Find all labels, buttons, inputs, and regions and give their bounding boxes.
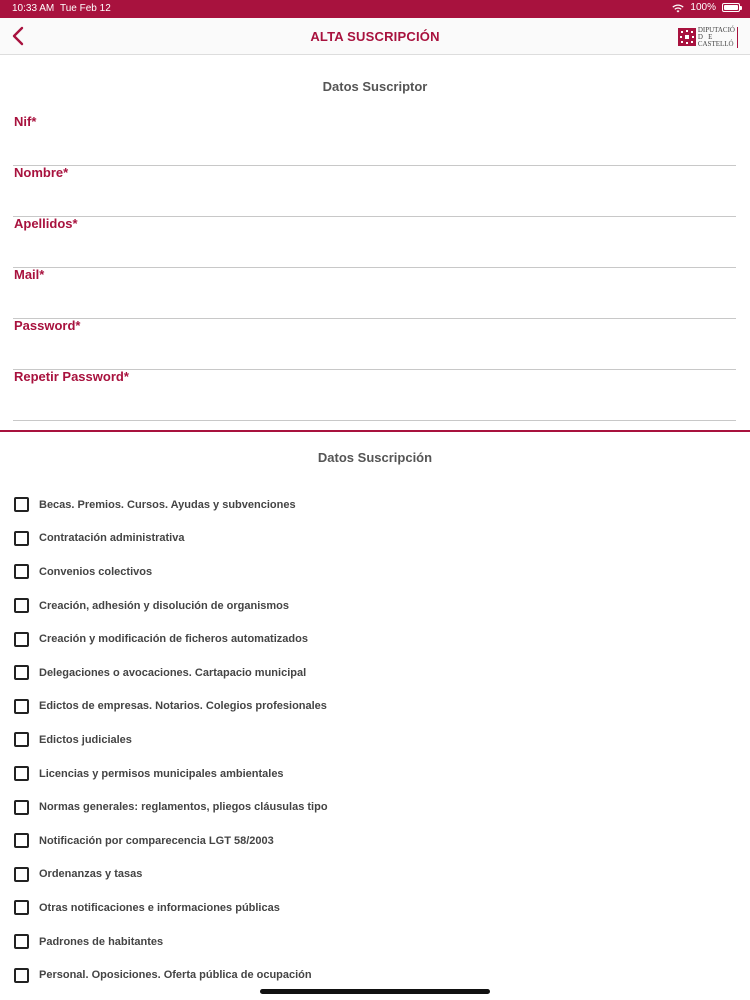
- nif-input[interactable]: [13, 134, 740, 160]
- nav-bar: [0, 18, 750, 55]
- checkbox[interactable]: [14, 766, 29, 781]
- checkbox[interactable]: [14, 732, 29, 747]
- checkbox[interactable]: [14, 564, 29, 579]
- checkbox-item[interactable]: [14, 522, 734, 556]
- apellidos-input[interactable]: [13, 236, 740, 262]
- mail-label: Mail*: [14, 267, 45, 282]
- repeat-password-field[interactable]: [13, 369, 736, 421]
- checkbox-item[interactable]: [14, 690, 734, 724]
- checkbox-item[interactable]: [14, 723, 734, 757]
- checkbox[interactable]: [14, 968, 29, 983]
- checkbox-item[interactable]: [14, 790, 734, 824]
- page-title: ALTA SUSCRIPCIÓN: [310, 29, 440, 44]
- subscriber-section-title: Datos Suscriptor: [322, 79, 428, 94]
- checkbox[interactable]: [14, 665, 29, 680]
- checkbox-label: Padrones de habitantes: [39, 935, 164, 948]
- checkbox-item[interactable]: [14, 555, 734, 589]
- checkbox-label: Notificación por comparecencia LGT 58/2003: [39, 834, 274, 847]
- checkbox-label: Otras notificaciones e informaciones públicas: [39, 901, 280, 914]
- logo-mark-icon: [678, 28, 696, 46]
- checkbox-item[interactable]: [14, 925, 734, 959]
- section-divider: [0, 430, 750, 432]
- checkbox-label: Normas generales: reglamentos, pliegos cláusulas tipo: [39, 801, 328, 814]
- checkbox-label: Delegaciones o avocaciones. Cartapacio municipal: [39, 666, 307, 679]
- checkbox[interactable]: [14, 833, 29, 848]
- nif-field[interactable]: [13, 114, 736, 166]
- apellidos-label: Apellidos*: [14, 216, 78, 231]
- checkbox-label: Contratación administrativa: [39, 532, 185, 545]
- checkbox-item[interactable]: [14, 488, 734, 522]
- checkbox-item[interactable]: [14, 622, 734, 656]
- subscription-checklist: [14, 488, 734, 992]
- checkbox-item[interactable]: [14, 824, 734, 858]
- checkbox-item[interactable]: [14, 858, 734, 892]
- battery-icon: [722, 3, 740, 12]
- checkbox-item[interactable]: [14, 656, 734, 690]
- status-right: [672, 2, 740, 13]
- checkbox[interactable]: [14, 900, 29, 915]
- checkbox[interactable]: [14, 531, 29, 546]
- repeat-password-label: Repetir Password*: [14, 369, 129, 384]
- checkbox[interactable]: [14, 632, 29, 647]
- password-label: Password*: [14, 318, 81, 333]
- checkbox[interactable]: [14, 598, 29, 613]
- status-bar: [0, 0, 750, 18]
- checkbox-item[interactable]: [14, 589, 734, 623]
- checkbox-label: Ordenanzas y tasas: [39, 868, 143, 881]
- checkbox-label: Licencias y permisos municipales ambientales: [39, 767, 284, 780]
- mail-input[interactable]: [13, 287, 740, 313]
- battery-percent: 100%: [690, 2, 716, 13]
- repeat-password-input[interactable]: [13, 389, 740, 415]
- checkbox-label: Convenios colectivos: [39, 565, 153, 578]
- status-time: 10:33 AM: [12, 3, 55, 14]
- checkbox-item[interactable]: [14, 757, 734, 791]
- checkbox-label: Edictos judiciales: [39, 733, 132, 746]
- wifi-icon: [672, 3, 684, 13]
- nif-label: Nif*: [14, 114, 37, 129]
- nombre-input[interactable]: [13, 185, 740, 211]
- checkbox-label: Creación y modificación de ficheros automatizados: [39, 633, 308, 646]
- checkbox[interactable]: [14, 867, 29, 882]
- password-input[interactable]: [13, 338, 740, 364]
- diputacio-logo: [678, 26, 738, 48]
- checkbox-label: Creación, adhesión y disolución de organismos: [39, 599, 289, 612]
- checkbox-label: Personal. Oposiciones. Oferta pública de ocupación: [39, 969, 312, 982]
- apellidos-field[interactable]: [13, 216, 736, 268]
- mail-field[interactable]: [13, 267, 736, 319]
- checkbox-item[interactable]: [14, 958, 734, 992]
- nombre-field[interactable]: [13, 165, 736, 217]
- checkbox-item[interactable]: [14, 891, 734, 925]
- logo-text: DIPUTACIÓ D E CASTELLÓ: [698, 27, 738, 48]
- checkbox-label: Edictos de empresas. Notarios. Colegios profesionales: [39, 700, 327, 713]
- nombre-label: Nombre*: [14, 165, 69, 180]
- checkbox[interactable]: [14, 934, 29, 949]
- checkbox-label: Becas. Premios. Cursos. Ayudas y subvenciones: [39, 498, 296, 511]
- password-field[interactable]: [13, 318, 736, 370]
- status-date: Tue Feb 12: [60, 3, 111, 14]
- home-indicator[interactable]: [260, 989, 490, 994]
- checkbox[interactable]: [14, 497, 29, 512]
- checkbox[interactable]: [14, 800, 29, 815]
- subscription-section-title: Datos Suscripción: [317, 450, 433, 465]
- checkbox[interactable]: [14, 699, 29, 714]
